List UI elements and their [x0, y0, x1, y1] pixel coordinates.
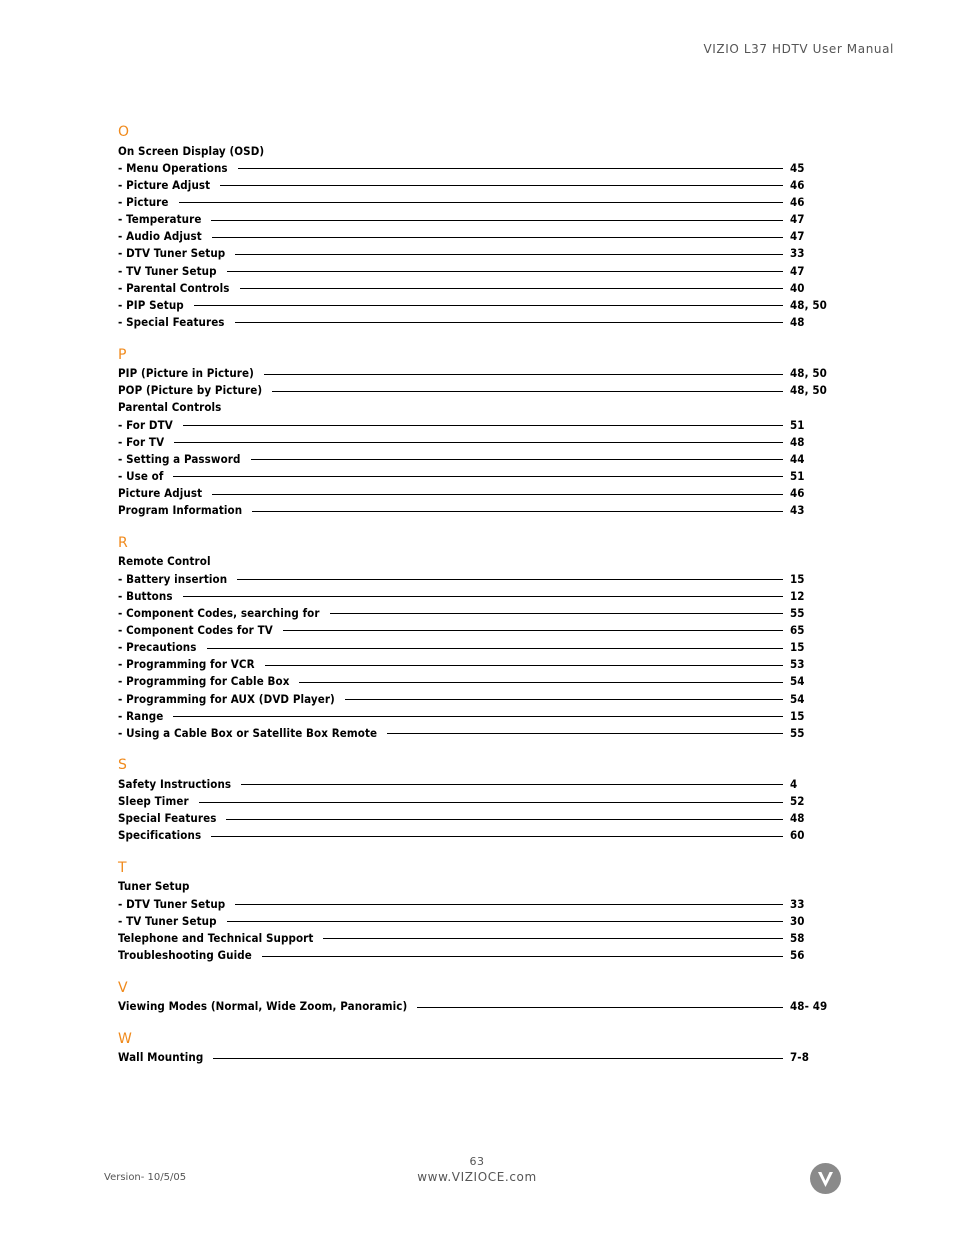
index-entry	[118, 827, 838, 844]
entry-label: - PIP Setup	[118, 297, 184, 312]
index-entry	[118, 946, 838, 963]
entry-page-number: 51	[790, 417, 805, 432]
index-entry	[118, 176, 838, 193]
entry-label: - Using a Cable Box or Satellite Box Remote	[118, 725, 378, 740]
entry-label: - Programming for Cable Box	[118, 674, 290, 689]
section-letter: W	[118, 1030, 132, 1047]
entry-page-number: 48, 50	[790, 383, 827, 398]
entry-label: - Special Features	[118, 314, 225, 329]
leader-line	[183, 596, 783, 597]
leader-line	[179, 202, 784, 203]
entry-label: Remote Control	[118, 554, 211, 569]
section-letter: O	[118, 124, 130, 140]
section-letter: R	[118, 534, 128, 551]
entry-label: Troubleshooting Guide	[118, 948, 252, 963]
leader-line	[240, 288, 783, 289]
index-entry	[118, 673, 838, 690]
leader-line	[220, 185, 783, 186]
index-entry	[118, 313, 838, 330]
index-entry	[118, 211, 838, 228]
index-entry	[118, 382, 838, 399]
index-entry	[118, 296, 838, 313]
entry-page-number: 48- 49	[790, 999, 828, 1014]
entry-label: - Setting a Password	[118, 451, 241, 466]
entry-page-number: 47	[790, 212, 805, 227]
entry-page-number: 40	[790, 280, 805, 295]
entry-label: Wall Mounting	[118, 1050, 204, 1065]
entry-page-number: 56	[790, 948, 805, 963]
leader-line	[212, 237, 783, 238]
index-entry	[118, 656, 838, 673]
index-section	[118, 1031, 838, 1066]
entry-label: - Battery insertion	[118, 571, 228, 586]
entry-label: PIP (Picture in Picture)	[118, 366, 254, 381]
entry-page-number: 15	[790, 640, 805, 655]
leader-line	[213, 1058, 783, 1059]
index-section	[118, 980, 838, 1015]
entry-page-number: 45	[790, 160, 805, 175]
entry-label: - For DTV	[118, 417, 173, 432]
entry-label: - Programming for VCR	[118, 657, 255, 672]
entry-label: - DTV Tuner Setup	[118, 896, 226, 911]
page-number: 63	[469, 1155, 485, 1168]
index-entry	[118, 502, 838, 519]
index-entry	[118, 690, 838, 707]
header-title: VIZIO L37 HDTV User Manual	[703, 42, 894, 56]
entry-label: - For TV	[118, 434, 165, 449]
index-entry	[118, 587, 838, 604]
index-entry	[118, 929, 838, 946]
index-entry	[118, 262, 838, 279]
leader-line	[241, 784, 783, 785]
index-entry	[118, 793, 838, 810]
entry-label: - Audio Adjust	[118, 229, 202, 244]
leader-line	[237, 579, 783, 580]
entry-label: - Precautions	[118, 640, 197, 655]
leader-line	[212, 494, 783, 495]
index-entry	[118, 1049, 838, 1066]
version-text: Version- 10/5/05	[104, 1172, 187, 1183]
leader-line	[272, 391, 783, 392]
entry-label: Tuner Setup	[118, 879, 190, 894]
entry-page-number: 43	[790, 503, 805, 518]
entry-label: Specifications	[118, 828, 202, 843]
entry-page-number: 58	[790, 930, 805, 945]
entry-page-number: 65	[790, 622, 805, 637]
index-entry	[118, 775, 838, 792]
entry-label: - TV Tuner Setup	[118, 913, 217, 928]
entry-page-number: 53	[790, 657, 805, 672]
leader-line	[387, 733, 783, 734]
index-entry	[118, 707, 838, 724]
entry-page-number: 52	[790, 794, 805, 809]
entry-page-number: 33	[790, 896, 805, 911]
index-entry	[118, 553, 838, 570]
leader-line	[194, 305, 783, 306]
index-entry	[118, 621, 838, 638]
index-entry	[118, 279, 838, 296]
entry-label: - Buttons	[118, 588, 173, 603]
leader-line	[227, 271, 783, 272]
index-entry	[118, 365, 838, 382]
entry-label: Picture Adjust	[118, 486, 203, 501]
entry-label: Viewing Modes (Normal, Wide Zoom, Panoramic)	[118, 999, 408, 1014]
index-entry	[118, 193, 838, 210]
leader-line	[252, 511, 783, 512]
index-section	[118, 757, 838, 844]
entry-page-number: 55	[790, 725, 805, 740]
leader-line	[345, 699, 783, 700]
section-letter: V	[118, 979, 128, 996]
entry-page-number: 48, 50	[790, 297, 827, 312]
entry-page-number: 48, 50	[790, 366, 827, 381]
index-entry	[118, 399, 838, 416]
entry-label: - Menu Operations	[118, 160, 228, 175]
entry-label: On Screen Display (OSD)	[118, 143, 265, 158]
index-entry	[118, 570, 838, 587]
entry-label: Program Information	[118, 503, 243, 518]
leader-line	[183, 425, 783, 426]
leader-line	[323, 938, 783, 939]
leader-line	[226, 819, 783, 820]
leader-line	[283, 630, 783, 631]
entry-page-number: 47	[790, 229, 805, 244]
leader-line	[299, 682, 783, 683]
entry-page-number: 30	[790, 913, 805, 928]
entry-page-number: 15	[790, 571, 805, 586]
index-entry	[118, 159, 838, 176]
entry-page-number: 7-8	[790, 1050, 809, 1065]
entry-label: Safety Instructions	[118, 776, 232, 791]
entry-page-number: 33	[790, 246, 805, 261]
index-section	[118, 860, 838, 964]
index-entry	[118, 228, 838, 245]
index-entry	[118, 485, 838, 502]
index-entry	[118, 639, 838, 656]
website-url: www.VIZIOCE.com	[417, 1170, 537, 1184]
entry-label: Sleep Timer	[118, 794, 189, 809]
entry-page-number: 15	[790, 708, 805, 723]
entry-label: - Picture Adjust	[118, 177, 211, 192]
leader-line	[211, 220, 783, 221]
leader-line	[417, 1007, 783, 1008]
entry-page-number: 4	[790, 776, 798, 791]
entry-label: Special Features	[118, 811, 217, 826]
index-entry	[118, 142, 838, 159]
index-entry	[118, 895, 838, 912]
index-section	[118, 535, 838, 742]
entry-page-number: 54	[790, 674, 805, 689]
entry-label: - Range	[118, 708, 164, 723]
leader-line	[251, 459, 783, 460]
leader-line	[173, 476, 783, 477]
section-letter: S	[118, 757, 127, 774]
index-entry	[118, 810, 838, 827]
leader-line	[235, 254, 783, 255]
index-section	[118, 124, 838, 331]
entry-label: - Parental Controls	[118, 280, 230, 295]
index-list	[118, 124, 838, 1082]
entry-page-number: 48	[790, 811, 805, 826]
index-entry	[118, 998, 838, 1015]
leader-line	[330, 613, 783, 614]
entry-label: - Programming for AUX (DVD Player)	[118, 691, 335, 706]
entry-page-number: 46	[790, 177, 805, 192]
entry-page-number: 55	[790, 605, 805, 620]
leader-line	[174, 442, 783, 443]
leader-line	[265, 665, 783, 666]
entry-page-number: 60	[790, 828, 805, 843]
vizio-logo-icon	[810, 1163, 841, 1194]
leader-line	[199, 802, 783, 803]
entry-label: Parental Controls	[118, 400, 222, 415]
leader-line	[235, 322, 783, 323]
section-letter: T	[118, 859, 127, 876]
entry-page-number: 54	[790, 691, 805, 706]
leader-line	[264, 374, 783, 375]
entry-label: - Use of	[118, 468, 164, 483]
entry-label: POP (Picture by Picture)	[118, 383, 263, 398]
leader-line	[227, 921, 783, 922]
entry-label: - Picture	[118, 194, 169, 209]
entry-page-number: 47	[790, 263, 805, 278]
index-entry	[118, 604, 838, 621]
entry-label: - Temperature	[118, 212, 202, 227]
entry-page-number: 46	[790, 486, 805, 501]
section-letter: P	[118, 346, 127, 363]
index-entry	[118, 450, 838, 467]
leader-line	[238, 168, 783, 169]
index-entry	[118, 912, 838, 929]
entry-label: - Component Codes for TV	[118, 622, 273, 637]
leader-line	[173, 716, 783, 717]
entry-page-number: 51	[790, 468, 805, 483]
index-entry	[118, 724, 838, 741]
index-entry	[118, 245, 838, 262]
entry-label: Telephone and Technical Support	[118, 930, 314, 945]
leader-line	[262, 956, 783, 957]
entry-page-number: 12	[790, 588, 805, 603]
index-entry	[118, 467, 838, 484]
entry-page-number: 46	[790, 194, 805, 209]
leader-line	[235, 904, 783, 905]
entry-page-number: 48	[790, 314, 805, 329]
index-entry	[118, 416, 838, 433]
leader-line	[207, 648, 783, 649]
entry-label: - DTV Tuner Setup	[118, 246, 226, 261]
entry-label: - Component Codes, searching for	[118, 605, 320, 620]
entry-page-number: 44	[790, 451, 805, 466]
leader-line	[211, 836, 783, 837]
index-section	[118, 347, 838, 519]
entry-label: - TV Tuner Setup	[118, 263, 217, 278]
index-entry	[118, 433, 838, 450]
entry-page-number: 48	[790, 434, 805, 449]
index-entry	[118, 878, 838, 895]
